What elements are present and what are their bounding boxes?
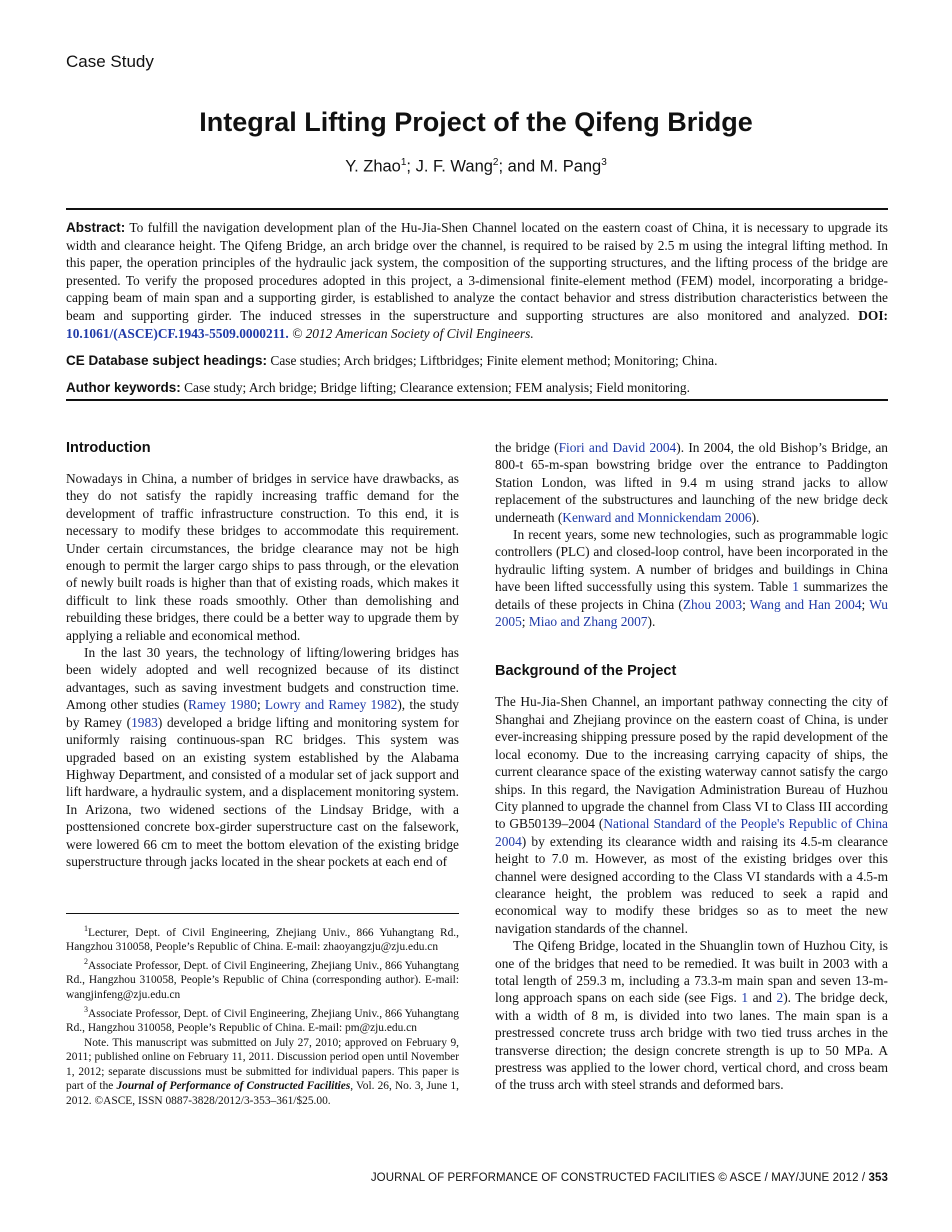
- table-reference-link[interactable]: 1: [792, 579, 799, 595]
- author-separator: ;: [406, 157, 416, 176]
- intro-paragraph-1: Nowadays in China, a number of bridges in service have drawbacks, as they do not satisfy the rapidly increasing traffic demand for the development of traffic infrastructure construction. To this end, it is necessary to modify these bridges to accommodate this requirement. Under certain circumstances, the bridge clearance may not be high enough to permit the larger cargo ships to pass through, or the elevation of newly built roads is higher than that of existing roads, which makes it difficult to link these roads smoothly. Other than demolishing and rebuilding these bridges, there could be a better way to upgrade them by applying a reliable and economical method.: [66, 471, 459, 643]
- footer-journal-line: JOURNAL OF PERFORMANCE OF CONSTRUCTED FACILITIES © ASCE / MAY/JUNE 2012 /: [370, 1172, 869, 1184]
- left-column: [66, 436, 459, 870]
- author-keywords-label: Author keywords:: [66, 380, 181, 396]
- text-run: ).: [647, 614, 656, 630]
- footnote-text: Lecturer, Dept. of Civil Engineering, Zhejiang Univ., 866 Yuhangtang Rd., Hangzhou 310058, People’s Republic of China. E-mail: zhaoyangzju@zju.edu.cn: [66, 926, 459, 954]
- footnote-mark: 2: [84, 956, 88, 966]
- text-run: ;: [742, 596, 750, 612]
- footnotes: [66, 913, 459, 1109]
- text-run: and: [748, 990, 777, 1006]
- abstract-block: [66, 208, 888, 401]
- citation-link[interactable]: Ramey 1980: [188, 697, 257, 713]
- footnote-mark: 3: [84, 1004, 88, 1014]
- text-run: ;: [861, 596, 870, 612]
- footnote-mark: 1: [84, 924, 88, 933]
- footnote-text: Associate Professor, Dept. of Civil Engineering, Zhejiang Univ., 866 Yuhangtang Rd., Hangzhou 310058, People’s Republic of China. E-mail: pm@zju.edu.cn: [66, 1007, 459, 1034]
- author-name: Y. Zhao: [345, 157, 401, 176]
- text-run: the bridge (: [495, 440, 559, 455]
- text-run: The Hu-Jia-Shen Channel, an important pathway connecting the city of Shanghai and Zhejiang province on the eastern coast of China, is under ever-increasing shipping pressure posed by the rapid development of the local economy. Due to the increasing carrying capacity of ships, the current clearance space of the existing waterway cannot satisfy the cargo ships. In this regard, the Navigation Administration Bureau of Huzhou City planned to upgrade the channel from Class VI to Class III according to GB50139–2004 (: [495, 694, 888, 832]
- intro-paragraph-3: [495, 526, 888, 630]
- text-run: summarizes the details of these projects in China (: [495, 579, 889, 612]
- author-keywords-text: Case study; Arch bridge; Bridge lifting; Clearance extension; FEM analysis; Field monitoring.: [184, 380, 690, 396]
- running-footer: [371, 1172, 888, 1184]
- paper-title: Integral Lifting Project of the Qifeng Bridge: [199, 107, 753, 137]
- journal-name: Journal of Performance of Constructed Facilities: [116, 1080, 351, 1093]
- text-run: ;: [521, 614, 529, 630]
- citation-link[interactable]: 1983: [131, 714, 158, 730]
- subject-headings-text: Case studies; Arch bridges; Liftbridges; Finite element method; Monitoring; China.: [270, 353, 718, 369]
- abstract-text: To fulfill the navigation development plan of the Hu-Jia-Shen Channel located on the eastern coast of China, it is necessary to upgrade its width and clearance height. The Qifeng Bridge, an arch bridge over the channel, is required to be raised by 2.5 m using the integral lifting method. In this paper, the operation principles of the hydraulic jack system, the composition of the supporting structures, and the lifting process of the bridge are presented. To verify the proposed procedures adopted in this project, a 3-dimensional finite-element method (FEM) model, incorporating a bridge-capping beam of main span and a supporting girder, is established to analyze the contact behavior and stress distribution characteristics between the beam and supporting girder. The induced stresses in the superstructure and supporting structures are also monitored and analyzed.: [66, 220, 888, 323]
- continued-paragraph: [495, 439, 888, 526]
- citation-link[interactable]: Kenward and Monnickendam 2006: [562, 509, 752, 525]
- text-run: ).: [751, 509, 760, 525]
- text-run: , Vol. 26, No. 3, June 1, 2012. ©ASCE, ISSN 0887-3828/2012/3-353–361/$25.00.: [66, 1080, 460, 1107]
- subject-headings: [66, 352, 888, 369]
- author-affiliation-mark: 2: [492, 157, 499, 168]
- figure-reference-link[interactable]: 2: [776, 990, 784, 1006]
- page-number: 353: [868, 1172, 888, 1184]
- figure-reference-link[interactable]: 1: [741, 990, 749, 1006]
- footnote-2: [66, 955, 459, 1003]
- author-keywords: [66, 379, 888, 396]
- background-paragraph-2: [495, 937, 888, 1094]
- abstract-paragraph: [66, 219, 888, 342]
- author-name: J. F. Wang: [415, 157, 493, 176]
- intro-paragraph-2: [66, 644, 459, 870]
- section-heading-introduction: Introduction: [66, 440, 151, 456]
- citation-link[interactable]: Lowry and Ramey 1982: [264, 697, 398, 713]
- footnote-text: Associate Professor, Dept. of Civil Engineering, Zhejiang Univ., 866 Yuhangtang Rd., Hangzhou 310058, People’s Republic of China (corresponding author). E-mail: wangjinfeng@zju.edu.cn: [66, 959, 459, 1001]
- author-name: M. Pang: [539, 157, 602, 176]
- doi-label: DOI:: [858, 307, 888, 323]
- citation-link[interactable]: Fiori and David 2004: [558, 440, 677, 455]
- text-run: The Qifeng Bridge, located in the Shuanglin town of Huzhou City, is one of the bridges that need to be remedied. It was built in 2003 with a total length of 259.3 m, including a 73.3-m main span and seven 13-m-long approach spans on each side (see Figs.: [495, 938, 888, 1006]
- text-run: In recent years, some new technologies, such as programmable logic controllers (PLC) and closed-loop control, have been incorporated in the hydraulic lifting system. A number of bridges and buildings in China have been lifted successfully using this system. Table: [495, 527, 888, 595]
- copyright-notice: © 2012 American Society of Civil Engineers.: [292, 325, 534, 341]
- text-run: ). In 2004, the old Bishop’s Bridge, an 800-t 65-m-span bowstring bridge over the entrance to Paddington Station London, was lifted in 9.4 m using strand jacks to allow replacement of the substructures and launching of the new bridge deck underneath (: [495, 440, 888, 525]
- text-run: In the last 30 years, the technology of lifting/lowering bridges has been widely adopted and well recognized because of its distinct advantages, such as saving investment budgets and construction time. Among other studies (: [66, 645, 459, 713]
- article-type-label: Case Study: [66, 52, 154, 71]
- citation-link[interactable]: Wang and Han 2004: [749, 596, 862, 612]
- text-run: ) developed a bridge lifting and monitoring system for uniformly raising continuous-span RC bridges. This system was upgraded based on an existing system established by the Alabama Highway Department, and consisted of a modular set of jack support and lift hardware, a hydraulic system, and a displacement monitoring system. In Arizona, two widened sections of the Lindsay Bridge, with a posttensioned concrete box-girder superstructure cast on the falsework, were lowered 66 cm to meet the bottom elevation of the existing bridge superstructure through jacks located in the shear pockets at each end of: [66, 714, 459, 869]
- section-heading-background: Background of the Project: [495, 663, 677, 680]
- text-run: Note. This manuscript was submitted on July 27, 2010; approved on February 9, 2011; published online on February 11, 2011. Discussion period open until November 1, 2012; separate discussions must be submitted for individual papers. This paper is part of the: [66, 1036, 459, 1093]
- text-run: ;: [256, 697, 265, 713]
- manuscript-note: [66, 1036, 459, 1109]
- citation-link[interactable]: National Standard of the People's Republic of China 2004: [495, 816, 888, 849]
- text-run: ) by extending its clearance width and raising its 4.5-m clearance height to 7.0 m. However, as most of the existing bridges over this channel were designed according to the Class VI standards with a 4.5-m clearance height, the problem was reduced to seek a rapid and economical way to modify these bridges so as to meet the new navigation standards of the channel.: [495, 833, 888, 936]
- author-affiliation-mark: 3: [601, 157, 607, 168]
- right-column: [495, 439, 888, 1094]
- text-run: ), the study by Ramey (: [66, 697, 459, 730]
- author-separator: ; and: [498, 157, 540, 176]
- subject-headings-label: CE Database subject headings:: [66, 353, 268, 369]
- citation-link[interactable]: Zhou 2003: [682, 596, 743, 612]
- background-paragraph-1: [495, 693, 888, 937]
- author-affiliation-mark: 1: [400, 157, 407, 168]
- abstract-label: Abstract:: [66, 220, 126, 235]
- text-run: ). The bridge deck, with a width of 8 m, is divided into two lanes. The main span is a prestressed concrete truss arch bridge with two tied truss arches in the transverse direction; the design concrete strength is up to 50 MPa. A prestress was applied to the lower chord, vertical chord, and cross beam of the truss arch with steel strands and deformed bars.: [495, 990, 889, 1093]
- citation-link[interactable]: Wu 2005: [495, 596, 889, 630]
- footnote-3: [66, 1003, 459, 1036]
- citation-link[interactable]: Miao and Zhang 2007: [528, 614, 648, 630]
- footnote-1: [66, 922, 459, 955]
- doi-link[interactable]: 10.1061/(ASCE)CF.1943-5509.0000211.: [66, 325, 289, 341]
- author-line: [0, 157, 952, 177]
